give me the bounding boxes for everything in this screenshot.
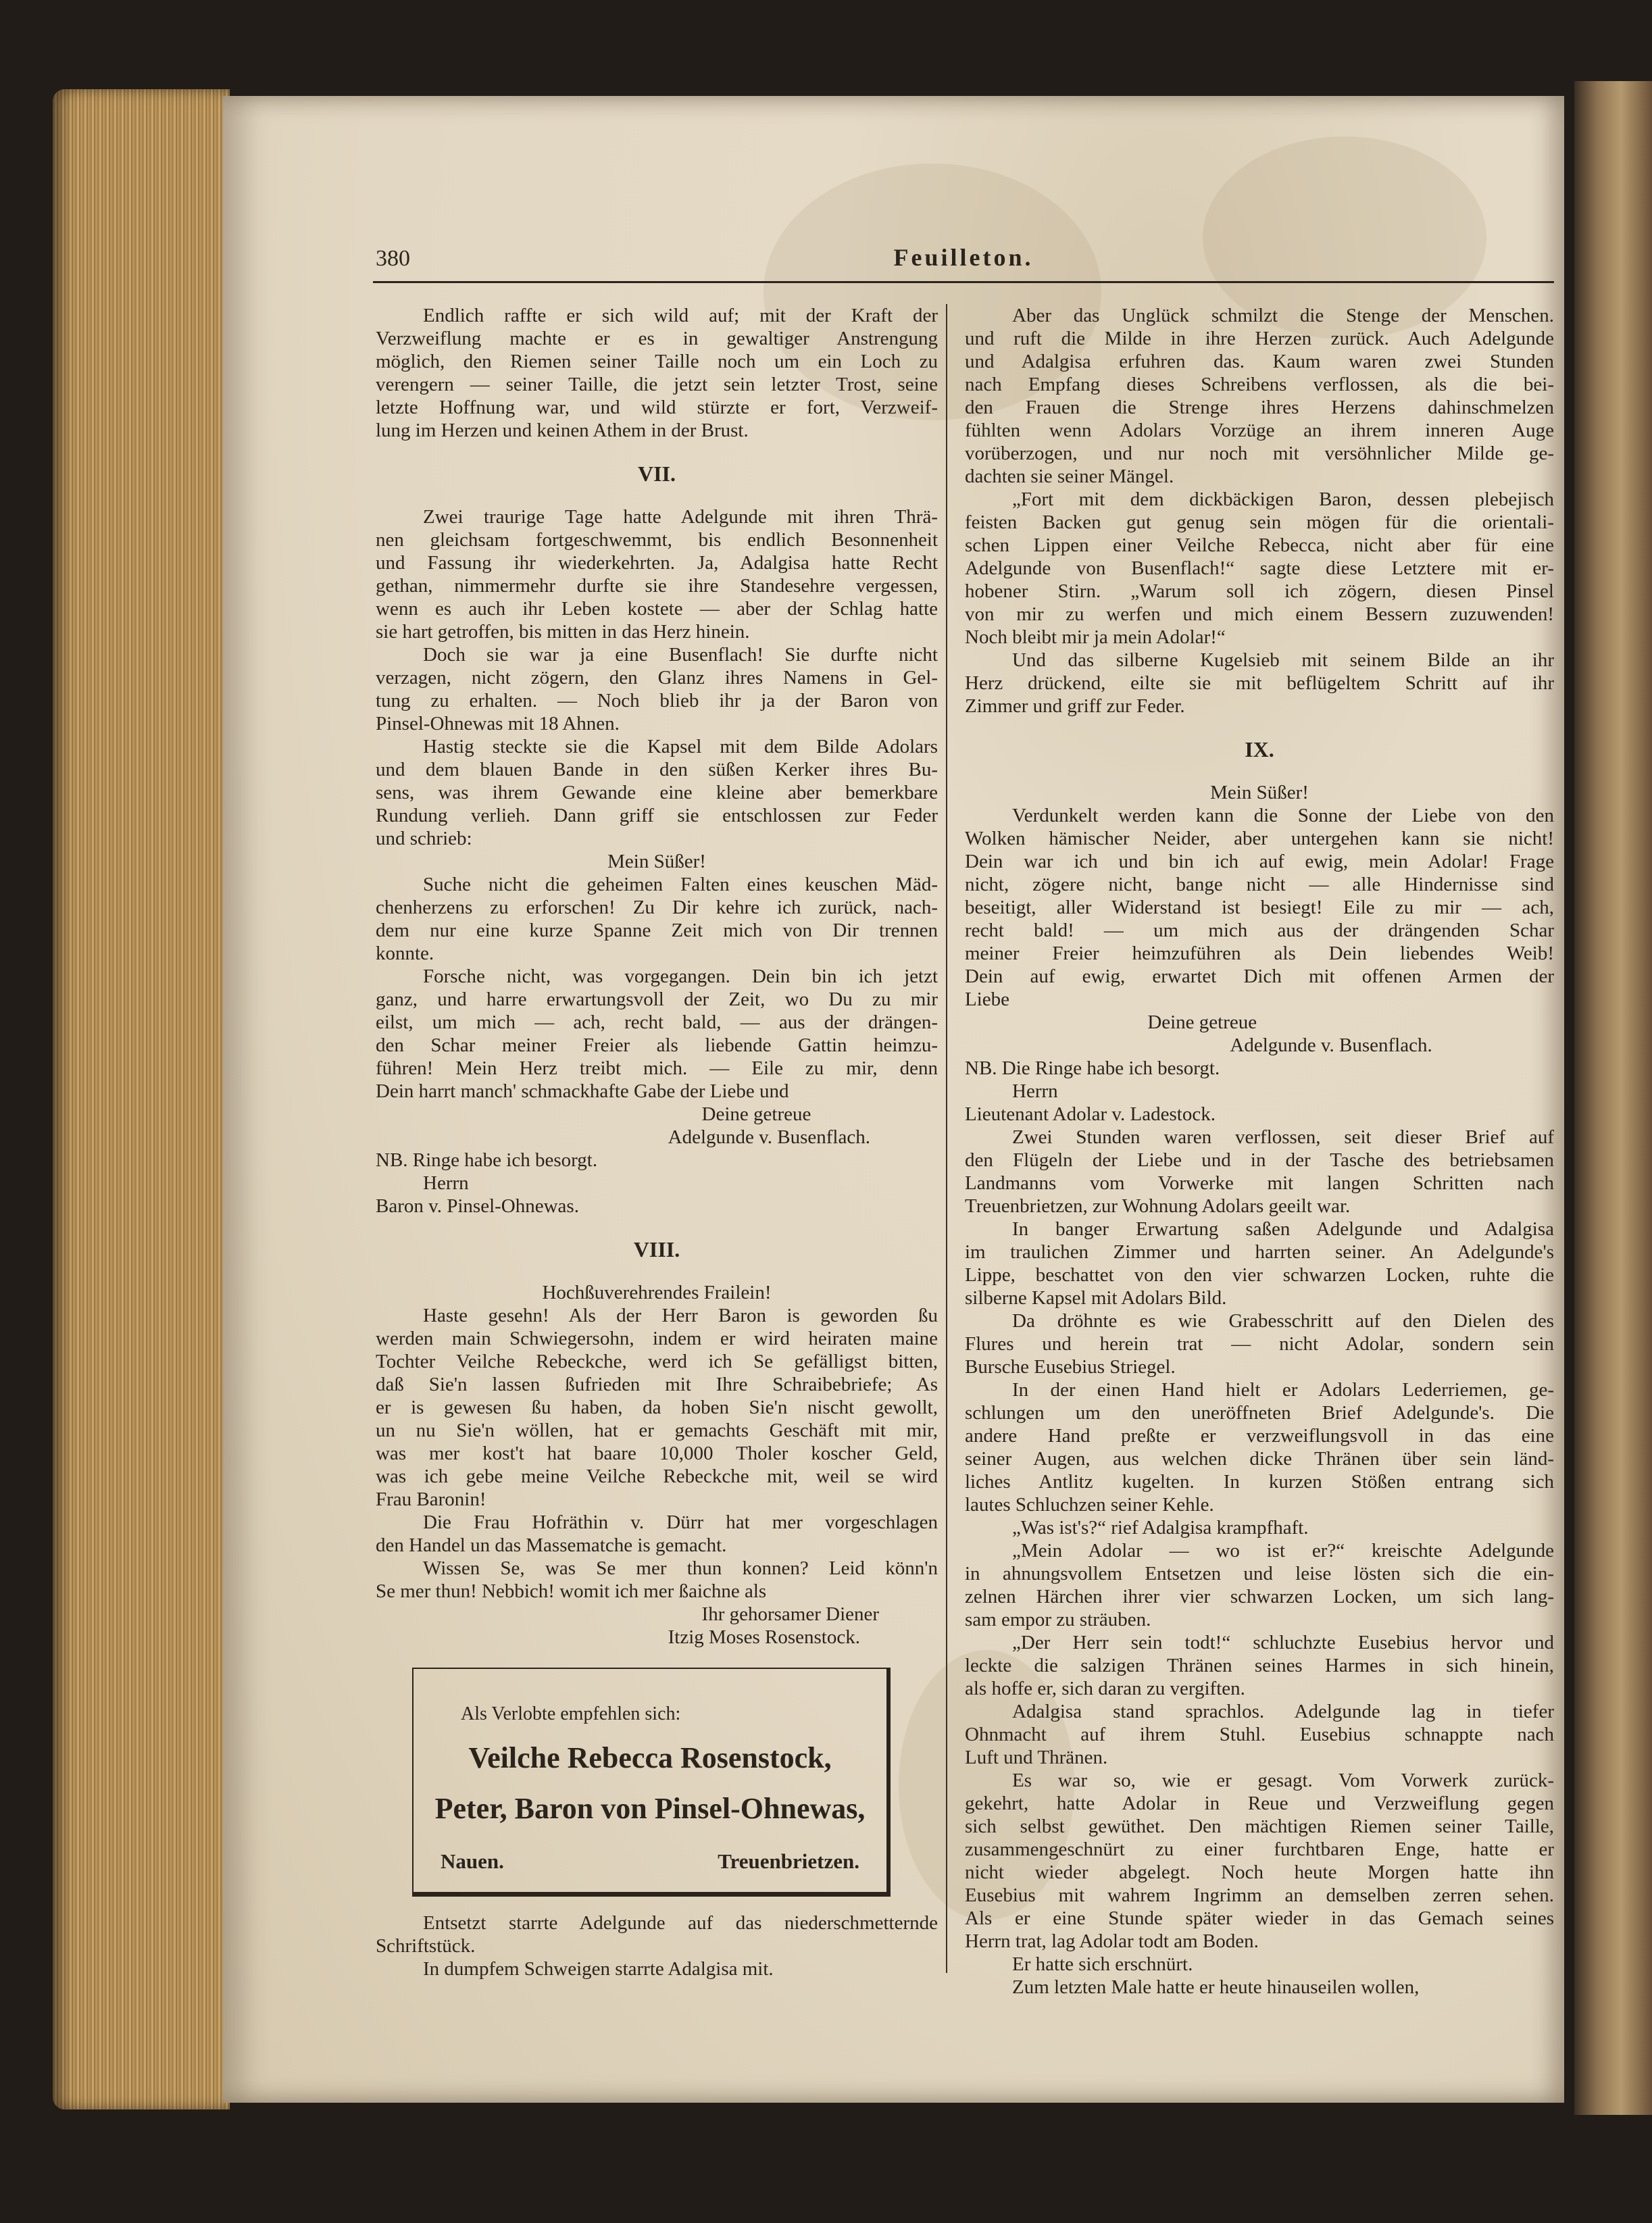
- text-line: zusammengeschnürt zu einer furchtbaren Enge, hatte er: [965, 1839, 1554, 1860]
- text-line: recht bald! — um mich aus der drängenden Schar: [965, 920, 1554, 941]
- text-line: Liebe: [965, 989, 1010, 1010]
- text-line: meiner Freier heimzuführen als Dein liebendes Weib!: [965, 943, 1554, 964]
- text-line: Die Frau Hofräthin v. Dürr hat mer vorgeschlagen: [423, 1512, 938, 1533]
- text-line: un nu Sie'n wöllen, hat er gemachts Geschäft mit mir,: [376, 1420, 938, 1441]
- text-line: und ruft die Milde in ihre Herzen zurück. Auch Adelgunde: [965, 328, 1554, 349]
- right-column: [965, 304, 1554, 1999]
- running-title: Feuilleton.: [893, 244, 1034, 271]
- letter-signature: Adelgunde v. Busenflach.: [668, 1126, 870, 1148]
- text-line: Pinsel-Ohnewas mit 18 Ahnen.: [376, 713, 620, 734]
- text-line: chenherzens zu erforschen! Zu Dir kehre ich zurück, nach-: [376, 897, 938, 918]
- announcement-name: Peter, Baron von Pinsel-Ohnewas,: [434, 1792, 866, 1825]
- text-line: Haste gesehn! Als der Herr Baron is geworden ßu: [423, 1305, 938, 1326]
- text-line: Se mer thun! Nebbich! womit ich mer ßaichne als: [376, 1580, 767, 1602]
- text-line: silberne Kapsel mit Adolars Bild.: [965, 1287, 1227, 1309]
- text-line: verengern — seiner Taille, die jetzt sein letzter Trost, seine: [376, 374, 938, 395]
- paragraph: [965, 1539, 1554, 1631]
- text-line: Herrn: [423, 1172, 469, 1194]
- text-line: er is gewesen ßu haben, da hoben Sie'n nischt gewollt,: [376, 1397, 938, 1418]
- text-line: zelnen Härchen ihrer vier schwarzen Locken, um sich lang-: [965, 1586, 1554, 1607]
- paragraph: [376, 1957, 938, 1980]
- facing-page-edge: [1574, 81, 1652, 2115]
- paragraph: [376, 735, 938, 850]
- text-line: Dein auf ewig, erwartet Dich mit offenen Armen der: [965, 966, 1554, 987]
- text-line: daß Sie'n lassen ßufrieden mit Ihre Schraibebriefe; As: [376, 1374, 938, 1395]
- paragraph: [376, 1912, 938, 1957]
- section-heading: VII.: [637, 461, 676, 486]
- text-line: was ich gebe meine Veilche Rebeckche mit, weil se wird: [376, 1466, 938, 1487]
- text-line: dachten sie seiner Mängel.: [965, 466, 1174, 487]
- text-line: In banger Erwartung saßen Adelgunde und Adalgisa: [1012, 1218, 1554, 1240]
- text-line: Und das silberne Kugelsieb mit seinem Bilde an ihr: [1012, 649, 1554, 671]
- text-line: Endlich raffte er sich wild auf; mit der Kraft der: [423, 305, 938, 326]
- text-line: den Frauen die Strenge ihres Herzens dahinschmelzen: [965, 397, 1554, 418]
- letter-signature: Itzig Moses Rosenstock.: [668, 1626, 860, 1648]
- text-line: Dein war ich und bin ich auf ewig, mein Adolar! Frage: [965, 851, 1554, 872]
- text-line: und Adalgisa erfuhren das. Kaum waren zwei Stunden: [965, 351, 1554, 372]
- announcement-place: Treuenbrietzen.: [718, 1849, 859, 1873]
- text-line: als hoffe er, sich daran zu vergiften.: [965, 1678, 1245, 1699]
- text-line: In der einen Hand hielt er Adolars Lederriemen, ge-: [1012, 1379, 1554, 1401]
- text-line: andere Hand preßte er verzweiflungsvoll in das eine: [965, 1425, 1554, 1447]
- paragraph: [376, 1511, 938, 1557]
- text-line: Doch sie war ja eine Busenflach! Sie durfte nicht: [423, 644, 938, 666]
- text-line: lautes Schluchzen seiner Kehle.: [965, 1494, 1214, 1516]
- text-line: den Flügeln der Liebe und in der Tasche des betriebsamen: [965, 1149, 1554, 1171]
- text-line: Wolken hämischer Neider, aber untergehen kann sie nicht!: [965, 828, 1554, 849]
- text-line: in ahnungsvollem Entsetzen und leise lösten sich die ein-: [965, 1563, 1554, 1584]
- text-line: verzagen, nicht zögern, den Glanz ihres Namens in Gel-: [376, 667, 938, 689]
- left-column: [376, 304, 938, 1980]
- text-line: leckte die salzigen Thränen seines Harmes in sich hinein,: [965, 1655, 1554, 1676]
- text-line: eilst, um mich — ach, recht bald, — aus der drängen-: [376, 1011, 938, 1033]
- letter-closing: Deine getreue: [701, 1103, 811, 1125]
- text-line: „Was ist's?“ rief Adalgisa krampfhaft.: [1012, 1517, 1309, 1539]
- text-line: führen! Mein Herz treibt mich. — Eile zu mir, denn: [376, 1057, 938, 1079]
- text-line: seiner Augen, aus welchen dicke Thränen über sein länd-: [965, 1448, 1554, 1470]
- text-line: sich selbst gewüthet. Den mächtigen Riemen seiner Taille,: [965, 1816, 1554, 1837]
- text-line: Wissen Se, was Se mer thun konnen? Leid könn'n: [423, 1557, 938, 1579]
- text-line: letzte Hoffnung war, und wild stürzte er fort, Verzweif-: [376, 397, 938, 418]
- text-line: Lippe, beschattet von den vier schwarzen Locken, ruhte die: [965, 1264, 1554, 1286]
- text-line: den Schar meiner Freier als liebende Gattin heimzu-: [376, 1034, 938, 1056]
- paragraph: [376, 643, 938, 735]
- text-line: tung zu erhalten. — Noch blieb ihr ja der Baron von: [376, 690, 938, 711]
- text-line: sie hart getroffen, bis mitten in das Herz hinein.: [376, 621, 750, 643]
- paragraph: [965, 1631, 1554, 1700]
- paragraph: [376, 1304, 938, 1511]
- section-heading: IX.: [1245, 737, 1274, 761]
- section-heading: VIII.: [633, 1237, 680, 1262]
- text-line: Suche nicht die geheimen Falten eines keuschen Mäd-: [423, 874, 938, 895]
- paragraph: [376, 1557, 938, 1603]
- text-line: In dumpfem Schweigen starrte Adalgisa mit.: [423, 1958, 774, 1980]
- text-line: Luft und Thränen.: [965, 1747, 1108, 1768]
- announcement-place: Nauen.: [441, 1849, 504, 1873]
- text-line: Herz drückend, eilte sie mit beflügeltem Schritt auf ihr: [965, 672, 1554, 694]
- text-line: Adelgunde von Busenflach!“ sagte diese Letztere mit er-: [965, 557, 1554, 579]
- text-line: Lieutenant Adolar v. Ladestock.: [965, 1103, 1216, 1125]
- text-line: Verzweiflung machte er es in gewaltiger Anstrengung: [376, 328, 938, 349]
- letter-signature: Adelgunde v. Busenflach.: [1230, 1034, 1432, 1056]
- text-line: NB. Die Ringe habe ich besorgt.: [965, 1057, 1220, 1079]
- text-line: Als er eine Stunde später wieder in das Gemach seines: [965, 1907, 1554, 1929]
- letter-closing: Ihr gehorsamer Diener: [701, 1603, 880, 1625]
- paragraph: [965, 1309, 1554, 1378]
- text-line: und Fassung ihr wiederkehrten. Ja, Adalgisa hatte Recht: [376, 552, 938, 574]
- text-line: was mer kost't hat baare 10,000 Tholer koscher Geld,: [376, 1443, 938, 1464]
- text-line: „Fort mit dem dickbäckigen Baron, dessen plebejisch: [1012, 489, 1554, 510]
- paragraph: [376, 965, 938, 1103]
- text-line: und dem blauen Bande in den süßen Kerker ihres Bu-: [376, 759, 938, 780]
- paragraph: [376, 304, 938, 442]
- paragraph: [965, 1976, 1554, 1999]
- text-line: Zimmer und griff zur Feder.: [965, 695, 1185, 717]
- paragraph: [965, 1700, 1554, 1769]
- letter-closing: Deine getreue: [1147, 1011, 1257, 1033]
- paragraph: [965, 304, 1554, 488]
- paragraph: [965, 1769, 1554, 1953]
- engagement-announcement: [412, 1668, 891, 1897]
- text-line: gethan, nimmermehr durfte sie ihre Standesehre vergessen,: [376, 575, 938, 597]
- text-line: beseitigt, aller Widerstand ist besiegt! Eile zu mir — ach,: [965, 897, 1554, 918]
- text-line: Ohnmacht auf ihrem Stuhl. Eusebius schnappte nach: [965, 1724, 1554, 1745]
- text-line: und schrieb:: [376, 828, 472, 849]
- text-line: Eusebius mit wahrem Ingrimm an demselben zerren sehen.: [965, 1884, 1554, 1906]
- text-line: nicht wieder abgelegt. Noch heute Morgen hatte ihn: [965, 1862, 1554, 1883]
- text-line: liches Antlitz kugelten. In kurzen Stößen entrang sich: [965, 1471, 1554, 1493]
- text-line: Baron v. Pinsel-Ohnewas.: [376, 1195, 579, 1217]
- text-line: Forsche nicht, was vorgegangen. Dein bin ich jetzt: [423, 966, 938, 987]
- paragraph: [965, 1126, 1554, 1218]
- letter-salutation: Hochßuverehrendes Frailein!: [542, 1282, 772, 1303]
- column-divider: [946, 304, 947, 1973]
- text-line: schlungen um den uneröffneten Brief Adelgunde's. Die: [965, 1402, 1554, 1424]
- text-line: Hastig steckte sie die Kapsel mit dem Bilde Adolars: [423, 736, 938, 757]
- paragraph: [965, 804, 1554, 1011]
- text-line: „Mein Adolar — wo ist er?“ kreischte Adelgunde: [1012, 1540, 1554, 1562]
- paragraph: [965, 488, 1554, 649]
- text-line: feisten Backen gut genug sein mögen für die orientali-: [965, 511, 1554, 533]
- text-line: Entsetzt starrte Adelgunde auf das niederschmetternde: [423, 1912, 938, 1934]
- text-line: Aber das Unglück schmilzt die Stenge der Menschen.: [1012, 305, 1554, 326]
- text-line: Herrn trat, lag Adolar todt am Boden.: [965, 1930, 1259, 1952]
- text-line: im traulichen Zimmer und harrten seiner. An Adelgunde's: [965, 1241, 1554, 1263]
- text-line: nach Empfang dieses Schreibens verflossen, als die bei-: [965, 374, 1554, 395]
- text-line: Er hatte sich erschnürt.: [1012, 1953, 1193, 1975]
- text-line: Noch bleibt mir ja mein Adolar!“: [965, 626, 1226, 648]
- letter-salutation: Mein Süßer!: [1210, 782, 1309, 803]
- text-line: Herrn: [1012, 1080, 1058, 1102]
- text-line: Es war so, wie er gesagt. Vom Vorwerk zurück-: [1012, 1770, 1554, 1791]
- text-line: Landmanns vom Vorwerke mit langen Schritten nach: [965, 1172, 1554, 1194]
- paragraph: [376, 505, 938, 643]
- text-line: von mir zu werfen und mich einem Bessern zuzuwenden!: [965, 603, 1554, 625]
- text-line: hobener Stirn. „Warum soll ich zögern, diesen Pinsel: [965, 580, 1554, 602]
- text-line: Tochter Veilche Rebeckche, werd ich Se gefälligst bitten,: [376, 1351, 938, 1372]
- text-line: den Handel un das Massematche is gemacht.: [376, 1534, 727, 1556]
- text-line: Schriftstück.: [376, 1935, 476, 1957]
- text-line: Rundung verlieh. Dann griff sie entschlossen zur Feder: [376, 805, 938, 826]
- text-line: Da dröhnte es wie Grabesschritt auf den Dielen des: [1012, 1310, 1554, 1332]
- text-line: Verdunkelt werden kann die Sonne der Liebe von den: [1012, 805, 1554, 826]
- text-line: nicht, zögere nicht, bange nicht — alle Hindernisse sind: [965, 874, 1554, 895]
- paragraph: [965, 649, 1554, 718]
- announcement-name: Veilche Rebecca Rosenstock,: [468, 1741, 832, 1774]
- paragraph: [376, 873, 938, 965]
- text-line: Dein harrt manch' schmackhafte Gabe der Liebe und: [376, 1080, 789, 1102]
- paragraph: [965, 1218, 1554, 1309]
- text-line: werden main Schwiegersohn, indem er wird heiraten maine: [376, 1328, 938, 1349]
- text-line: Treuenbrietzen, zur Wohnung Adolars geeilt war.: [965, 1195, 1351, 1217]
- text-line: Frau Baronin!: [376, 1489, 486, 1510]
- text-line: möglich, den Riemen seiner Taille noch um ein Loch zu: [376, 351, 938, 372]
- text-line: fühlten wenn Adolars Vorzüge an ihrem inneren Auge: [965, 420, 1554, 441]
- text-line: Adalgisa stand sprachlos. Adelgunde lag in tiefer: [1012, 1701, 1554, 1722]
- text-line: Zwei Stunden waren verflossen, seit dieser Brief auf: [1012, 1126, 1554, 1148]
- text-line: sens, was ihrem Gewande eine kleine aber bemerkbare: [376, 782, 938, 803]
- text-line: „Der Herr sein todt!“ schluchzte Eusebius hervor und: [1012, 1632, 1554, 1653]
- text-line: Flures und herein trat — nicht Adolar, sondern sein: [965, 1333, 1554, 1355]
- text-line: wenn es auch ihr Leben kostete — aber der Schlag hatte: [376, 598, 938, 620]
- text-line: konnte.: [376, 943, 434, 964]
- announcement-intro: Als Verlobte empfehlen sich:: [461, 1703, 681, 1724]
- text-line: Bursche Eusebius Striegel.: [965, 1356, 1176, 1378]
- text-line: sam empor zu sträuben.: [965, 1609, 1151, 1630]
- text-line: gekehrt, hatte Adolar in Reue und Verzweiflung gegen: [965, 1793, 1554, 1814]
- text-line: schen Lippen einer Veilche Rebecca, nicht aber für eine: [965, 534, 1554, 556]
- text-line: nen gleichsam fortgeschwemmt, bis endlich Besonnenheit: [376, 529, 938, 551]
- page-header: [373, 243, 1554, 283]
- text-line: ganz, und harre erwartungsvoll der Zeit, wo Du zu mir: [376, 989, 938, 1010]
- paragraph: [965, 1378, 1554, 1516]
- letter-salutation: Mein Süßer!: [607, 851, 706, 872]
- page-number: 380: [376, 246, 410, 271]
- paragraph: [965, 1953, 1554, 1976]
- text-line: lung im Herzen und keinen Athem in der Brust.: [376, 420, 749, 441]
- text-line: dem nur eine kurze Spanne Zeit mich von Dir trennen: [376, 920, 938, 941]
- book-page-edges: [53, 89, 230, 2109]
- text-line: Zum letzten Male hatte er heute hinauseilen wollen,: [1012, 1976, 1420, 1998]
- text-line: Zwei traurige Tage hatte Adelgunde mit ihren Thrä-: [423, 506, 938, 528]
- text-line: NB. Ringe habe ich besorgt.: [376, 1149, 598, 1171]
- text-line: vorüberzogen, und nur noch mit versöhnlicher Milde ge-: [965, 443, 1554, 464]
- paragraph: [965, 1516, 1554, 1539]
